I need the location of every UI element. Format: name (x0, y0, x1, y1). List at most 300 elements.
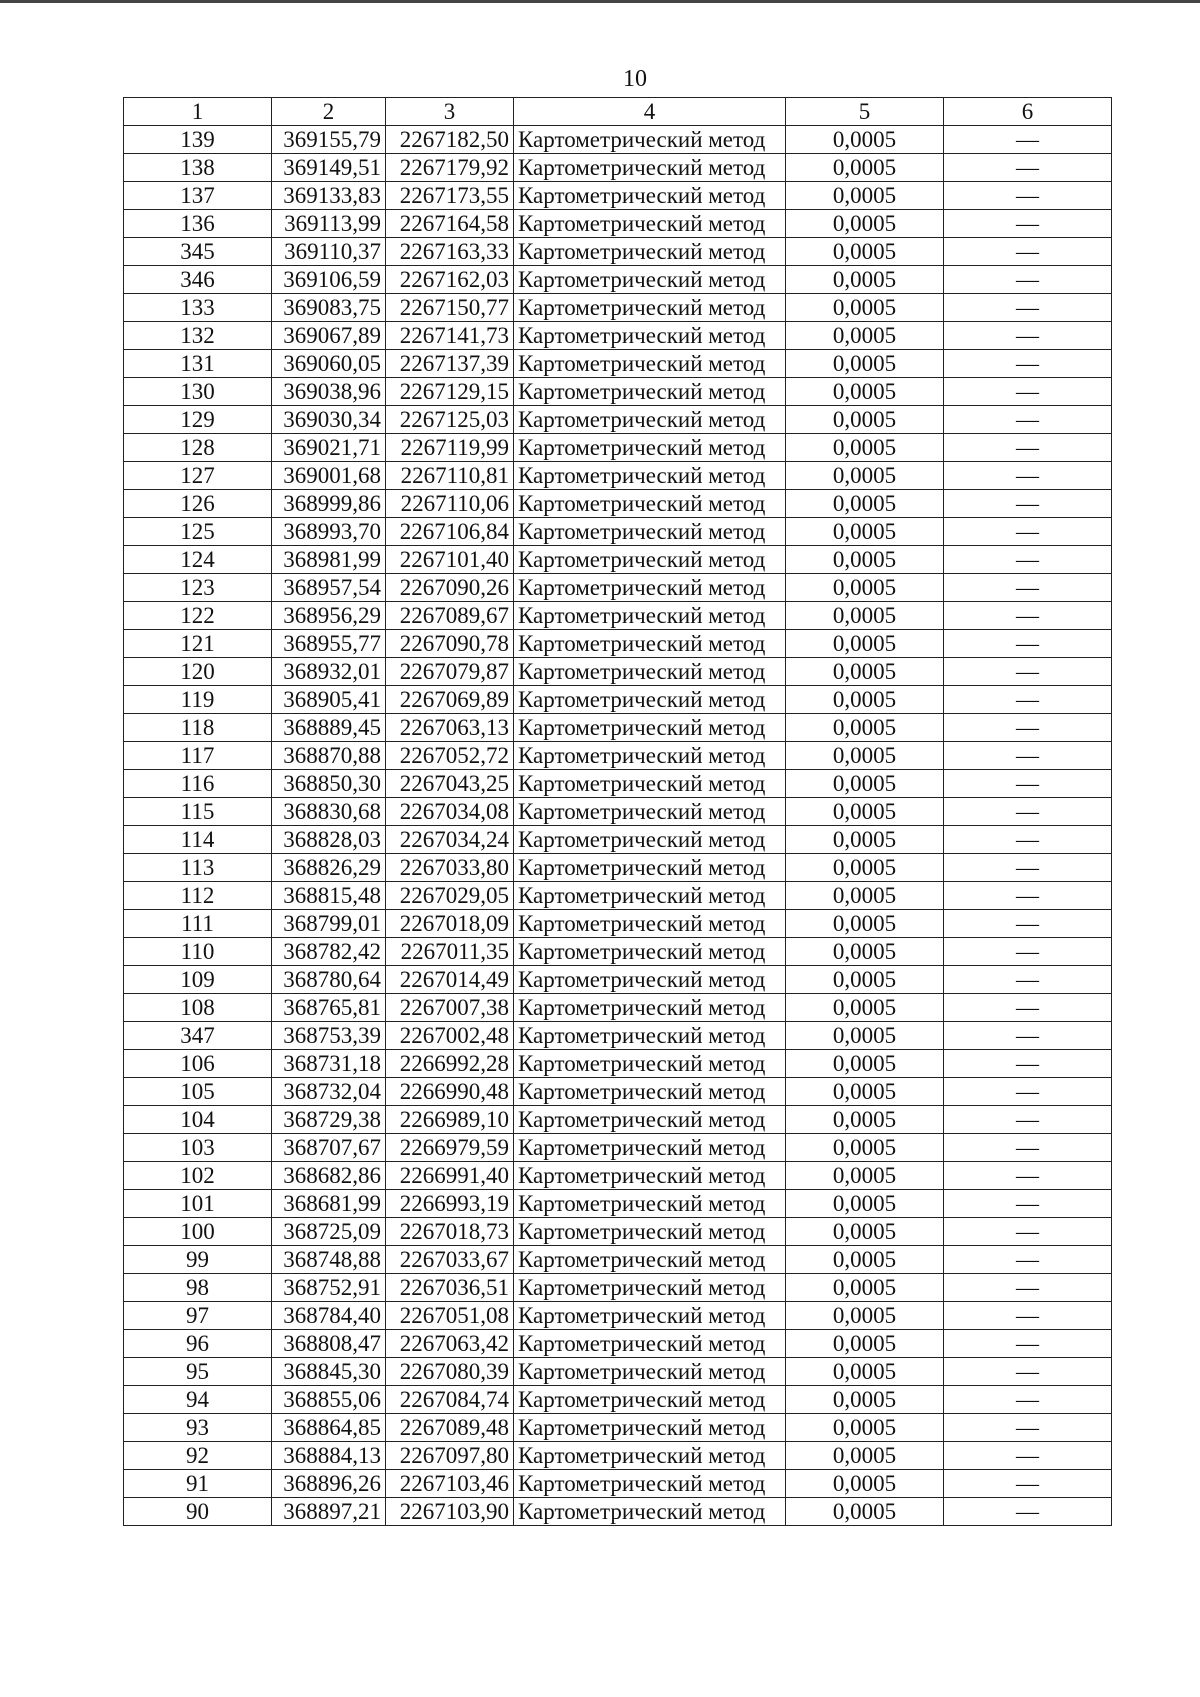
x-coordinate-cell: 369110,37 (272, 238, 386, 266)
table-row (124, 770, 1112, 798)
accuracy-cell: 0,0005 (786, 938, 944, 966)
method-cell: Картометрический метод (514, 1470, 786, 1498)
point-number-cell: 99 (124, 1246, 272, 1274)
point-number-cell: 136 (124, 210, 272, 238)
x-coordinate-cell: 368828,03 (272, 826, 386, 854)
x-coordinate-cell: 368815,48 (272, 882, 386, 910)
y-coordinate-cell: 2267182,50 (386, 126, 514, 154)
table-row (124, 462, 1112, 490)
method-cell: Картометрический метод (514, 350, 786, 378)
description-cell: — (944, 1498, 1112, 1526)
accuracy-cell: 0,0005 (786, 1442, 944, 1470)
point-number-cell: 110 (124, 938, 272, 966)
description-cell: — (944, 770, 1112, 798)
description-cell: — (944, 1162, 1112, 1190)
description-cell: — (944, 378, 1112, 406)
description-cell: — (944, 658, 1112, 686)
y-coordinate-cell: 2267129,15 (386, 378, 514, 406)
method-cell: Картометрический метод (514, 1274, 786, 1302)
point-number-cell: 111 (124, 910, 272, 938)
y-coordinate-cell: 2267036,51 (386, 1274, 514, 1302)
method-cell: Картометрический метод (514, 1386, 786, 1414)
table-row (124, 1022, 1112, 1050)
table-row (124, 1414, 1112, 1442)
accuracy-cell: 0,0005 (786, 406, 944, 434)
point-number-cell: 123 (124, 574, 272, 602)
x-coordinate-cell: 369113,99 (272, 210, 386, 238)
table-row (124, 1246, 1112, 1274)
table-row (124, 1190, 1112, 1218)
page-number: 10 (623, 66, 647, 92)
x-coordinate-cell: 368870,88 (272, 742, 386, 770)
method-cell: Картометрический метод (514, 1358, 786, 1386)
description-cell: — (944, 1022, 1112, 1050)
point-number-cell: 139 (124, 126, 272, 154)
table-row (124, 938, 1112, 966)
description-cell: — (944, 630, 1112, 658)
method-cell: Картометрический метод (514, 518, 786, 546)
x-coordinate-cell: 368993,70 (272, 518, 386, 546)
accuracy-cell: 0,0005 (786, 658, 944, 686)
x-coordinate-cell: 369149,51 (272, 154, 386, 182)
y-coordinate-cell: 2267043,25 (386, 770, 514, 798)
method-cell: Картометрический метод (514, 1190, 786, 1218)
x-coordinate-cell: 368799,01 (272, 910, 386, 938)
description-cell: — (944, 126, 1112, 154)
top-border-line (0, 0, 1200, 3)
accuracy-cell: 0,0005 (786, 1274, 944, 1302)
description-cell: — (944, 574, 1112, 602)
accuracy-cell: 0,0005 (786, 1162, 944, 1190)
description-cell: — (944, 490, 1112, 518)
description-cell: — (944, 994, 1112, 1022)
method-cell: Картометрический метод (514, 994, 786, 1022)
accuracy-cell: 0,0005 (786, 714, 944, 742)
method-cell: Картометрический метод (514, 1330, 786, 1358)
y-coordinate-cell: 2267097,80 (386, 1442, 514, 1470)
description-cell: — (944, 1246, 1112, 1274)
point-number-cell: 94 (124, 1386, 272, 1414)
description-cell: — (944, 238, 1112, 266)
y-coordinate-cell: 2267079,87 (386, 658, 514, 686)
table-row (124, 1498, 1112, 1526)
table-row (124, 574, 1112, 602)
accuracy-cell: 0,0005 (786, 1414, 944, 1442)
accuracy-cell: 0,0005 (786, 1302, 944, 1330)
point-number-cell: 101 (124, 1190, 272, 1218)
table-row (124, 1274, 1112, 1302)
description-cell: — (944, 210, 1112, 238)
method-cell: Картометрический метод (514, 1414, 786, 1442)
x-coordinate-cell: 368897,21 (272, 1498, 386, 1526)
y-coordinate-cell: 2267033,80 (386, 854, 514, 882)
point-number-cell: 115 (124, 798, 272, 826)
point-number-cell: 130 (124, 378, 272, 406)
accuracy-cell: 0,0005 (786, 238, 944, 266)
accuracy-cell: 0,0005 (786, 574, 944, 602)
point-number-cell: 127 (124, 462, 272, 490)
point-number-cell: 132 (124, 322, 272, 350)
table-row (124, 910, 1112, 938)
method-cell: Картометрический метод (514, 910, 786, 938)
description-cell: — (944, 518, 1112, 546)
method-cell: Картометрический метод (514, 798, 786, 826)
method-cell: Картометрический метод (514, 882, 786, 910)
point-number-cell: 133 (124, 294, 272, 322)
table-row (124, 1050, 1112, 1078)
table-row (124, 406, 1112, 434)
description-cell: — (944, 1218, 1112, 1246)
x-coordinate-cell: 368725,09 (272, 1218, 386, 1246)
accuracy-cell: 0,0005 (786, 1358, 944, 1386)
point-number-cell: 106 (124, 1050, 272, 1078)
y-coordinate-cell: 2267110,06 (386, 490, 514, 518)
x-coordinate-cell: 368955,77 (272, 630, 386, 658)
description-cell: — (944, 294, 1112, 322)
accuracy-cell: 0,0005 (786, 1246, 944, 1274)
table-row (124, 966, 1112, 994)
point-number-cell: 104 (124, 1106, 272, 1134)
y-coordinate-cell: 2267080,39 (386, 1358, 514, 1386)
y-coordinate-cell: 2266990,48 (386, 1078, 514, 1106)
table-row (124, 854, 1112, 882)
y-coordinate-cell: 2267163,33 (386, 238, 514, 266)
point-number-cell: 346 (124, 266, 272, 294)
method-cell: Картометрический метод (514, 686, 786, 714)
description-cell: — (944, 1190, 1112, 1218)
y-coordinate-cell: 2267103,46 (386, 1470, 514, 1498)
method-cell: Картометрический метод (514, 966, 786, 994)
x-coordinate-cell: 368830,68 (272, 798, 386, 826)
method-cell: Картометрический метод (514, 630, 786, 658)
x-coordinate-cell: 368905,41 (272, 686, 386, 714)
y-coordinate-cell: 2266991,40 (386, 1162, 514, 1190)
accuracy-cell: 0,0005 (786, 966, 944, 994)
description-cell: — (944, 910, 1112, 938)
description-cell: — (944, 546, 1112, 574)
x-coordinate-cell: 368765,81 (272, 994, 386, 1022)
method-cell: Картометрический метод (514, 1134, 786, 1162)
x-coordinate-cell: 368732,04 (272, 1078, 386, 1106)
accuracy-cell: 0,0005 (786, 490, 944, 518)
header-cell-point-number: 1 (124, 98, 272, 126)
accuracy-cell: 0,0005 (786, 798, 944, 826)
point-number-cell: 131 (124, 350, 272, 378)
x-coordinate-cell: 368850,30 (272, 770, 386, 798)
table-row (124, 294, 1112, 322)
description-cell: — (944, 1302, 1112, 1330)
accuracy-cell: 0,0005 (786, 1078, 944, 1106)
method-cell: Картометрический метод (514, 1246, 786, 1274)
table-row (124, 322, 1112, 350)
table-row (124, 266, 1112, 294)
accuracy-cell: 0,0005 (786, 630, 944, 658)
accuracy-cell: 0,0005 (786, 378, 944, 406)
accuracy-cell: 0,0005 (786, 826, 944, 854)
y-coordinate-cell: 2267164,58 (386, 210, 514, 238)
method-cell: Картометрический метод (514, 1442, 786, 1470)
accuracy-cell: 0,0005 (786, 462, 944, 490)
coordinates-table-container (123, 97, 1111, 1526)
table-row (124, 518, 1112, 546)
point-number-cell: 105 (124, 1078, 272, 1106)
point-number-cell: 108 (124, 994, 272, 1022)
table-row (124, 630, 1112, 658)
method-cell: Картометрический метод (514, 938, 786, 966)
table-row (124, 1078, 1112, 1106)
table-row (124, 826, 1112, 854)
point-number-cell: 126 (124, 490, 272, 518)
description-cell: — (944, 1274, 1112, 1302)
method-cell: Картометрический метод (514, 1162, 786, 1190)
method-cell: Картометрический метод (514, 406, 786, 434)
y-coordinate-cell: 2267090,78 (386, 630, 514, 658)
y-coordinate-cell: 2267069,89 (386, 686, 514, 714)
point-number-cell: 347 (124, 1022, 272, 1050)
y-coordinate-cell: 2267101,40 (386, 546, 514, 574)
table-row (124, 210, 1112, 238)
table-row (124, 1134, 1112, 1162)
y-coordinate-cell: 2267179,92 (386, 154, 514, 182)
x-coordinate-cell: 368855,06 (272, 1386, 386, 1414)
header-cell-description: 6 (944, 98, 1112, 126)
accuracy-cell: 0,0005 (786, 1470, 944, 1498)
header-cell-y-coordinate: 3 (386, 98, 514, 126)
accuracy-cell: 0,0005 (786, 854, 944, 882)
x-coordinate-cell: 368753,39 (272, 1022, 386, 1050)
method-cell: Картометрический метод (514, 546, 786, 574)
method-cell: Картометрический метод (514, 1498, 786, 1526)
y-coordinate-cell: 2267141,73 (386, 322, 514, 350)
point-number-cell: 113 (124, 854, 272, 882)
x-coordinate-cell: 368729,38 (272, 1106, 386, 1134)
y-coordinate-cell: 2267051,08 (386, 1302, 514, 1330)
table-row (124, 658, 1112, 686)
point-number-cell: 128 (124, 434, 272, 462)
description-cell: — (944, 434, 1112, 462)
accuracy-cell: 0,0005 (786, 154, 944, 182)
description-cell: — (944, 1470, 1112, 1498)
method-cell: Картометрический метод (514, 574, 786, 602)
accuracy-cell: 0,0005 (786, 434, 944, 462)
table-row (124, 1358, 1112, 1386)
table-row (124, 1106, 1112, 1134)
y-coordinate-cell: 2267063,13 (386, 714, 514, 742)
description-cell: — (944, 1386, 1112, 1414)
table-row (124, 714, 1112, 742)
accuracy-cell: 0,0005 (786, 126, 944, 154)
y-coordinate-cell: 2267018,09 (386, 910, 514, 938)
description-cell: — (944, 350, 1112, 378)
description-cell: — (944, 1414, 1112, 1442)
accuracy-cell: 0,0005 (786, 742, 944, 770)
y-coordinate-cell: 2267011,35 (386, 938, 514, 966)
table-row (124, 238, 1112, 266)
description-cell: — (944, 1050, 1112, 1078)
table-row (124, 434, 1112, 462)
accuracy-cell: 0,0005 (786, 182, 944, 210)
x-coordinate-cell: 369133,83 (272, 182, 386, 210)
point-number-cell: 112 (124, 882, 272, 910)
x-coordinate-cell: 368808,47 (272, 1330, 386, 1358)
method-cell: Картометрический метод (514, 1022, 786, 1050)
accuracy-cell: 0,0005 (786, 602, 944, 630)
accuracy-cell: 0,0005 (786, 1330, 944, 1358)
y-coordinate-cell: 2267052,72 (386, 742, 514, 770)
header-cell-method: 4 (514, 98, 786, 126)
y-coordinate-cell: 2267034,24 (386, 826, 514, 854)
description-cell: — (944, 154, 1112, 182)
y-coordinate-cell: 2267150,77 (386, 294, 514, 322)
table-row (124, 602, 1112, 630)
description-cell: — (944, 462, 1112, 490)
table-row (124, 490, 1112, 518)
table-row (124, 686, 1112, 714)
description-cell: — (944, 406, 1112, 434)
accuracy-cell: 0,0005 (786, 266, 944, 294)
point-number-cell: 109 (124, 966, 272, 994)
x-coordinate-cell: 369067,89 (272, 322, 386, 350)
coordinates-table (123, 97, 1112, 1526)
point-number-cell: 119 (124, 686, 272, 714)
y-coordinate-cell: 2266989,10 (386, 1106, 514, 1134)
point-number-cell: 96 (124, 1330, 272, 1358)
method-cell: Картометрический метод (514, 770, 786, 798)
method-cell: Картометрический метод (514, 1050, 786, 1078)
x-coordinate-cell: 368731,18 (272, 1050, 386, 1078)
point-number-cell: 138 (124, 154, 272, 182)
x-coordinate-cell: 368884,13 (272, 1442, 386, 1470)
method-cell: Картометрический метод (514, 154, 786, 182)
x-coordinate-cell: 368889,45 (272, 714, 386, 742)
accuracy-cell: 0,0005 (786, 1386, 944, 1414)
x-coordinate-cell: 369060,05 (272, 350, 386, 378)
table-row (124, 1442, 1112, 1470)
y-coordinate-cell: 2266992,28 (386, 1050, 514, 1078)
description-cell: — (944, 1442, 1112, 1470)
table-row (124, 154, 1112, 182)
x-coordinate-cell: 368932,01 (272, 658, 386, 686)
x-coordinate-cell: 368864,85 (272, 1414, 386, 1442)
method-cell: Картометрический метод (514, 462, 786, 490)
y-coordinate-cell: 2267014,49 (386, 966, 514, 994)
point-number-cell: 90 (124, 1498, 272, 1526)
method-cell: Картометрический метод (514, 490, 786, 518)
accuracy-cell: 0,0005 (786, 1106, 944, 1134)
x-coordinate-cell: 368981,99 (272, 546, 386, 574)
table-row (124, 126, 1112, 154)
point-number-cell: 114 (124, 826, 272, 854)
x-coordinate-cell: 368826,29 (272, 854, 386, 882)
y-coordinate-cell: 2267103,90 (386, 1498, 514, 1526)
accuracy-cell: 0,0005 (786, 686, 944, 714)
x-coordinate-cell: 368896,26 (272, 1470, 386, 1498)
table-row (124, 742, 1112, 770)
description-cell: — (944, 602, 1112, 630)
y-coordinate-cell: 2267089,67 (386, 602, 514, 630)
point-number-cell: 102 (124, 1162, 272, 1190)
y-coordinate-cell: 2267125,03 (386, 406, 514, 434)
table-row (124, 1302, 1112, 1330)
table-body (124, 126, 1112, 1526)
method-cell: Картометрический метод (514, 434, 786, 462)
method-cell: Картометрический метод (514, 294, 786, 322)
point-number-cell: 95 (124, 1358, 272, 1386)
description-cell: — (944, 714, 1112, 742)
accuracy-cell: 0,0005 (786, 770, 944, 798)
header-cell-accuracy: 5 (786, 98, 944, 126)
table-row (124, 182, 1112, 210)
x-coordinate-cell: 368707,67 (272, 1134, 386, 1162)
description-cell: — (944, 938, 1112, 966)
description-cell: — (944, 966, 1112, 994)
accuracy-cell: 0,0005 (786, 294, 944, 322)
method-cell: Картометрический метод (514, 714, 786, 742)
method-cell: Картометрический метод (514, 1106, 786, 1134)
description-cell: — (944, 854, 1112, 882)
x-coordinate-cell: 369030,34 (272, 406, 386, 434)
method-cell: Картометрический метод (514, 602, 786, 630)
method-cell: Картометрический метод (514, 378, 786, 406)
point-number-cell: 122 (124, 602, 272, 630)
method-cell: Картометрический метод (514, 266, 786, 294)
accuracy-cell: 0,0005 (786, 1190, 944, 1218)
x-coordinate-cell: 369083,75 (272, 294, 386, 322)
y-coordinate-cell: 2267063,42 (386, 1330, 514, 1358)
method-cell: Картометрический метод (514, 826, 786, 854)
description-cell: — (944, 826, 1112, 854)
x-coordinate-cell: 369021,71 (272, 434, 386, 462)
accuracy-cell: 0,0005 (786, 882, 944, 910)
description-cell: — (944, 1078, 1112, 1106)
point-number-cell: 98 (124, 1274, 272, 1302)
accuracy-cell: 0,0005 (786, 546, 944, 574)
accuracy-cell: 0,0005 (786, 994, 944, 1022)
accuracy-cell: 0,0005 (786, 1050, 944, 1078)
y-coordinate-cell: 2267034,08 (386, 798, 514, 826)
table-row (124, 350, 1112, 378)
point-number-cell: 129 (124, 406, 272, 434)
y-coordinate-cell: 2267033,67 (386, 1246, 514, 1274)
y-coordinate-cell: 2267007,38 (386, 994, 514, 1022)
x-coordinate-cell: 369038,96 (272, 378, 386, 406)
accuracy-cell: 0,0005 (786, 1218, 944, 1246)
method-cell: Картометрический метод (514, 854, 786, 882)
x-coordinate-cell: 368780,64 (272, 966, 386, 994)
accuracy-cell: 0,0005 (786, 350, 944, 378)
method-cell: Картометрический метод (514, 126, 786, 154)
method-cell: Картометрический метод (514, 1302, 786, 1330)
x-coordinate-cell: 368752,91 (272, 1274, 386, 1302)
y-coordinate-cell: 2267018,73 (386, 1218, 514, 1246)
x-coordinate-cell: 368957,54 (272, 574, 386, 602)
description-cell: — (944, 798, 1112, 826)
table-header (124, 98, 1112, 126)
method-cell: Картометрический метод (514, 742, 786, 770)
method-cell: Картометрический метод (514, 322, 786, 350)
y-coordinate-cell: 2267106,84 (386, 518, 514, 546)
point-number-cell: 121 (124, 630, 272, 658)
y-coordinate-cell: 2267110,81 (386, 462, 514, 490)
table-row (124, 1218, 1112, 1246)
method-cell: Картометрический метод (514, 658, 786, 686)
accuracy-cell: 0,0005 (786, 322, 944, 350)
point-number-cell: 97 (124, 1302, 272, 1330)
y-coordinate-cell: 2267002,48 (386, 1022, 514, 1050)
description-cell: — (944, 742, 1112, 770)
y-coordinate-cell: 2267090,26 (386, 574, 514, 602)
x-coordinate-cell: 368784,40 (272, 1302, 386, 1330)
